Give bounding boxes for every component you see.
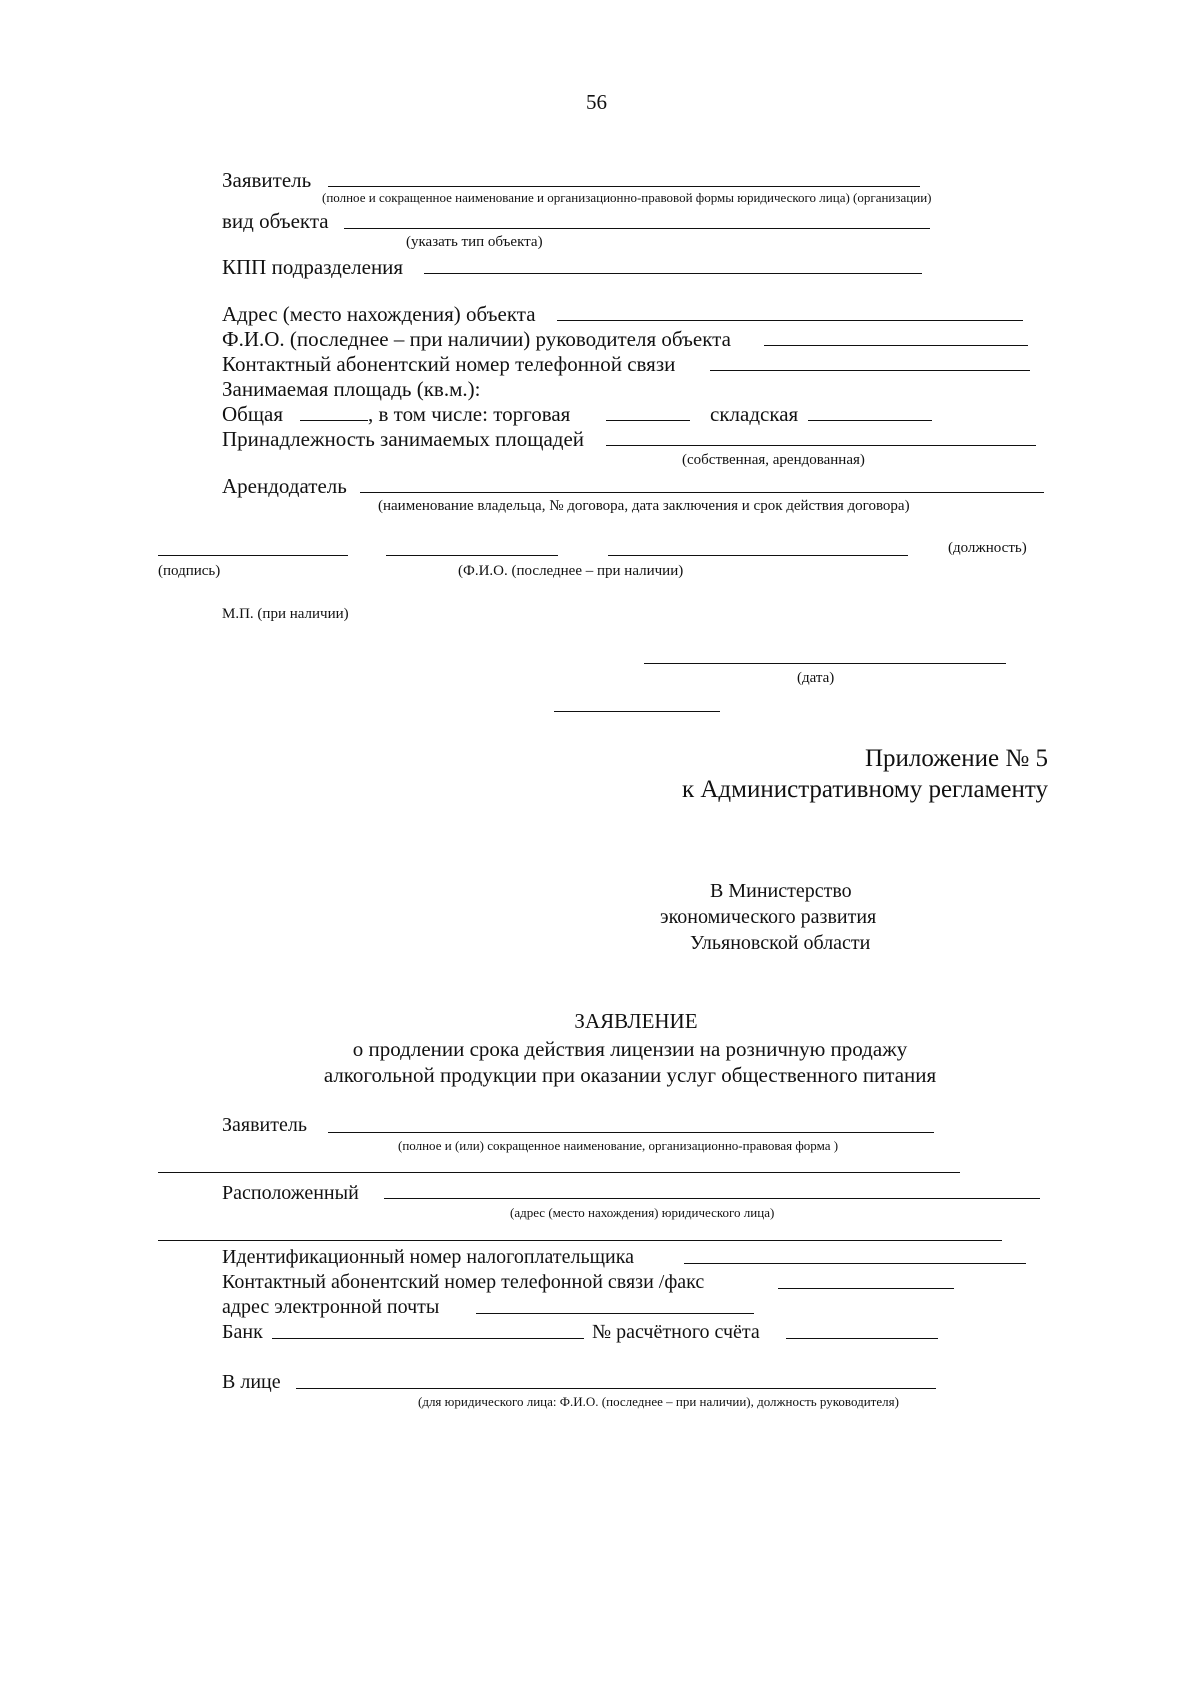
person-line[interactable]	[296, 1388, 936, 1389]
stamp-label: М.П. (при наличии)	[222, 606, 349, 622]
signature-caption: (подпись)	[158, 563, 221, 579]
statement-subtitle-line2: алкогольной продукции при оказании услуг общественного питания	[323, 1063, 937, 1087]
total-area-line[interactable]	[300, 420, 368, 421]
signature-line[interactable]	[158, 555, 348, 556]
statement-phone-line[interactable]	[778, 1288, 954, 1289]
lessor-caption: (наименование владельца, № договора, дата заключения и срок действия договора)	[378, 498, 910, 514]
statement-title: ЗАЯВЛЕНИЕ	[574, 1009, 698, 1033]
head-label: Ф.И.О. (последнее – при наличии) руководителя объекта	[222, 327, 731, 351]
applicant-caption: (полное и сокращенное наименование и организационно-правовой формы юридического лица) (организации)	[322, 190, 932, 205]
ownership-caption: (собственная, арендованная)	[682, 452, 865, 468]
kpp-label: КПП подразделения	[222, 255, 404, 279]
kpp-line[interactable]	[424, 273, 922, 274]
applicant-line[interactable]	[328, 186, 920, 187]
applicant-label: Заявитель	[222, 168, 312, 192]
phone-label: Контактный абонентский номер телефонной связи	[222, 352, 676, 376]
fio-caption: (Ф.И.О. (последнее – при наличии)	[458, 563, 684, 579]
statement-applicant-label: Заявитель	[222, 1114, 307, 1136]
section-divider	[554, 711, 720, 712]
statement-phone-label: Контактный абонентский номер телефонной связи /факс	[222, 1271, 705, 1293]
object-type-line[interactable]	[344, 228, 930, 229]
email-label: адрес электронной почты	[222, 1296, 440, 1318]
inn-label: Идентификационный номер налогоплательщика	[222, 1246, 635, 1268]
account-line[interactable]	[786, 1338, 938, 1339]
object-address-label: Адрес (место нахождения) объекта	[222, 302, 536, 326]
ownership-line[interactable]	[606, 445, 1036, 446]
object-address-line[interactable]	[557, 320, 1023, 321]
date-caption: (дата)	[797, 670, 835, 686]
position-caption: (должность)	[948, 540, 1027, 556]
fio-line[interactable]	[386, 555, 558, 556]
trade-area-label: , в том числе: торговая	[368, 402, 571, 426]
located-line2[interactable]	[158, 1240, 1002, 1241]
lessor-line[interactable]	[360, 492, 1044, 493]
addressee-line2: экономического развития	[660, 906, 877, 928]
trade-area-line[interactable]	[606, 420, 690, 421]
total-area-label: Общая	[222, 402, 284, 426]
account-label: № расчётного счёта	[592, 1321, 760, 1343]
statement-applicant-caption: (полное и (или) сокращенное наименование, организационно-правовая форма )	[398, 1138, 839, 1153]
page-number: 56	[586, 90, 607, 114]
area-label: Занимаемая площадь (кв.м.):	[222, 377, 481, 401]
date-line[interactable]	[644, 663, 1006, 664]
storage-area-label: складская	[710, 402, 799, 426]
appendix-subtitle: к Административному регламенту	[681, 776, 1048, 803]
object-type-caption: (указать тип объекта)	[406, 234, 543, 250]
located-caption: (адрес (место нахождения) юридического лица)	[510, 1205, 775, 1220]
appendix-title: Приложение № 5	[864, 745, 1048, 772]
head-line[interactable]	[764, 345, 1028, 346]
email-line[interactable]	[476, 1313, 754, 1314]
phone-line[interactable]	[710, 370, 1030, 371]
bank-label: Банк	[222, 1321, 263, 1343]
addressee-line3: Ульяновской области	[690, 932, 871, 954]
position-line[interactable]	[608, 555, 908, 556]
statement-subtitle-line1: о продлении срока действия лицензии на розничную продажу	[352, 1037, 908, 1061]
storage-area-line[interactable]	[808, 420, 932, 421]
person-caption: (для юридического лица: Ф.И.О. (последнее – при наличии), должность руководителя)	[418, 1394, 899, 1409]
located-line[interactable]	[384, 1198, 1040, 1199]
statement-applicant-line[interactable]	[328, 1132, 934, 1133]
addressee-line1: В Министерство	[710, 880, 852, 902]
object-type-label: вид объекта	[222, 209, 329, 233]
located-label: Расположенный	[222, 1182, 359, 1204]
lessor-label: Арендодатель	[222, 474, 347, 498]
inn-line[interactable]	[684, 1263, 1026, 1264]
bank-line[interactable]	[272, 1338, 584, 1339]
ownership-label: Принадлежность занимаемых площадей	[222, 427, 585, 451]
statement-applicant-line2[interactable]	[158, 1172, 960, 1173]
person-label: В лице	[222, 1371, 281, 1393]
